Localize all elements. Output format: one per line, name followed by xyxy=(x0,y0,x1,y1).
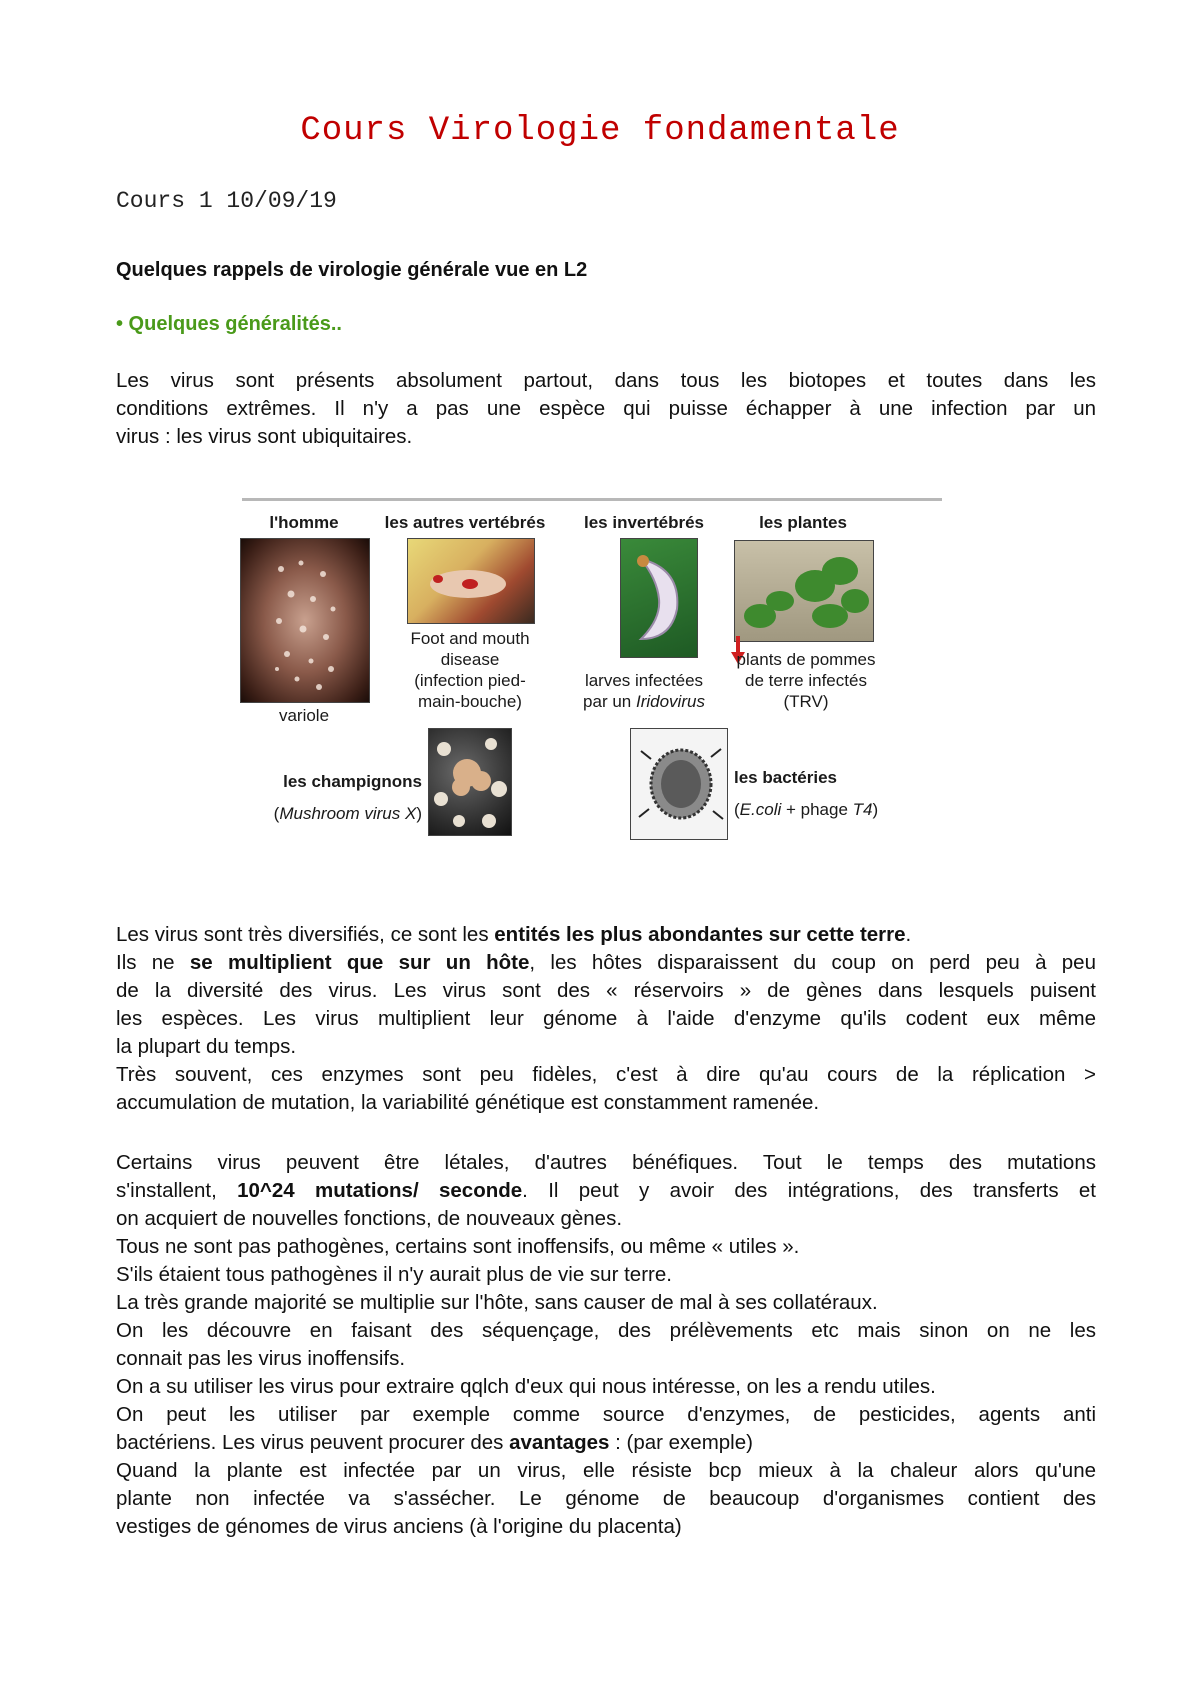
larva-illustration xyxy=(621,539,697,657)
text-line: on acquiert de nouvelles fonctions, de nouveaux gènes. xyxy=(116,1207,623,1230)
caption-plantes-3: (TRV) xyxy=(783,692,829,711)
caption-plantes-1: plants de pommes xyxy=(736,650,876,669)
potato-plants-photo xyxy=(734,540,874,642)
text-run: bactériens. Les virus peuvent procurer des xyxy=(116,1431,510,1454)
caption-vertebres-4: main-bouche) xyxy=(418,692,522,711)
label-vertebres: les autres vertébrés xyxy=(384,513,546,532)
figure-divider xyxy=(242,498,942,501)
text-line xyxy=(116,921,1096,949)
intro-paragraph xyxy=(116,367,1096,451)
caption-champignons xyxy=(232,803,422,824)
text-line: vestiges de génomes de virus anciens (à l'origine du placenta) xyxy=(116,1515,682,1538)
pustules-illustration xyxy=(241,539,369,702)
virus-hosts-figure xyxy=(222,496,948,854)
text-line: de la diversité des virus. Les virus sont des « réservoirs » de gènes dans lesquels puisent xyxy=(116,979,1096,1002)
caption-text: + phage xyxy=(781,800,853,819)
label-champignons: les champignons xyxy=(283,772,422,791)
foot-mouth-photo xyxy=(407,538,535,624)
caption-italic: Iridovirus xyxy=(635,692,705,711)
text-run: , les hôtes disparaissent du coup on perd peu à peu xyxy=(529,951,1096,974)
text-run: . xyxy=(905,923,912,946)
label-plantes: les plantes xyxy=(759,513,847,532)
mushroom-illustration xyxy=(429,729,511,835)
text-line: accumulation de mutation, la variabilité génétique est constamment ramenée. xyxy=(116,1091,820,1114)
label-homme: l'homme xyxy=(269,513,339,532)
caption-vertebres-1: Foot and mouth xyxy=(410,629,530,648)
caption-plantes-2: de terre infectés xyxy=(745,671,867,690)
caption-text: par un xyxy=(583,692,636,711)
label-invertebres: les invertébrés xyxy=(583,513,704,532)
text-line: la plupart du temps. xyxy=(116,1035,297,1058)
text-run: Les virus sont très diversifiés, ce sont les xyxy=(116,923,495,946)
mouth-lesion-illustration xyxy=(408,539,534,623)
course-date: Cours 1 10/09/19 xyxy=(116,188,337,214)
text-line: conditions extrêmes. Il n'y a pas une espèce qui puisse échapper à une infection par un xyxy=(116,397,1096,420)
text-line xyxy=(116,1177,1096,1205)
text-line: On a su utiliser les virus pour extraire qqlch d'eux qui nous intéresse, on les a rendu utiles. xyxy=(116,1375,936,1398)
bullet-heading: • Quelques généralités.. xyxy=(116,313,342,335)
caption-vertebres-2: disease xyxy=(440,650,500,669)
text-line: Tous ne sont pas pathogènes, certains sont inoffensifs, ou même « utiles ». xyxy=(116,1235,800,1258)
text-line: plante non infectée va s'assécher. Le génome de beaucoup d'organismes contient des xyxy=(116,1487,1096,1510)
text-line: les espèces. Les virus multiplient leur génome à l'aide d'enzyme qu'ils codent eux même xyxy=(116,1007,1096,1030)
text-line: S'ils étaient tous pathogènes il n'y aurait plus de vie sur terre. xyxy=(116,1263,672,1286)
text-line: virus : les virus sont ubiquitaires. xyxy=(116,425,413,448)
mutations-paragraph xyxy=(116,1149,1096,1541)
caption-vertebres-3: (infection pied- xyxy=(414,671,526,690)
caption-text: ) xyxy=(416,804,422,823)
text-line: Les virus sont présents absolument partout, dans tous les biotopes et toutes dans les xyxy=(116,369,1096,392)
page-title: Cours Virologie fondamentale xyxy=(300,112,900,150)
variole-photo xyxy=(240,538,370,703)
text-line: Très souvent, ces enzymes sont peu fidèles, c'est à dire qu'au cours de la réplication > xyxy=(116,1063,1096,1086)
text-line: La très grande majorité se multiplie sur l'hôte, sans causer de mal à ses collatéraux. xyxy=(116,1291,878,1314)
bold-run: avantages xyxy=(509,1431,610,1454)
caption-variole: variole xyxy=(278,706,330,725)
text-run: : (par exemple) xyxy=(609,1431,753,1454)
mushroom-photo xyxy=(428,728,512,836)
caption-text: ) xyxy=(872,800,879,819)
larva-photo xyxy=(620,538,698,658)
text-run: . Il peut y avoir des intégrations, des transferts et xyxy=(522,1179,1097,1202)
text-line xyxy=(116,1429,1096,1457)
caption-italic: T4 xyxy=(852,800,873,819)
bold-run: se multiplient que sur un hôte xyxy=(189,951,530,974)
caption-text: ( xyxy=(734,800,740,819)
bold-run: entités les plus abondantes sur cette terre xyxy=(494,923,906,946)
text-run: Ils ne xyxy=(116,951,190,974)
text-line xyxy=(116,949,1096,977)
caption-invertebres-2 xyxy=(566,691,722,712)
label-bacteries: les bactéries xyxy=(734,768,838,787)
text-line: connait pas les virus inoffensifs. xyxy=(116,1347,406,1370)
text-line: Quand la plante est infectée par un virus, elle résiste bcp mieux à la chaleur alors qu'une xyxy=(116,1459,1096,1482)
text-line: On les découvre en faisant des séquençage, des prélèvements etc mais sinon on ne les xyxy=(116,1319,1096,1342)
section-heading: Quelques rappels de virologie générale vue en L2 xyxy=(116,259,588,281)
caption-bacteries xyxy=(734,799,914,820)
caption-italic: E.coli xyxy=(739,800,782,819)
text-line: On peut les utiliser par exemple comme source d'enzymes, de pesticides, agents anti xyxy=(116,1403,1096,1426)
caption-text: ( xyxy=(273,804,280,823)
caption-invertebres-1: larves infectées xyxy=(584,671,704,690)
bacterium-illustration xyxy=(631,729,727,839)
diversity-paragraph xyxy=(116,921,1096,1117)
text-run: s'installent, xyxy=(116,1179,238,1202)
caption-italic: Mushroom virus X xyxy=(279,804,417,823)
phage-photo xyxy=(630,728,728,840)
plants-illustration xyxy=(735,541,873,641)
text-line: Certains virus peuvent être létales, d'autres bénéfiques. Tout le temps des mutations xyxy=(116,1151,1096,1174)
bold-run: 10^24 mutations/ seconde xyxy=(237,1179,523,1202)
